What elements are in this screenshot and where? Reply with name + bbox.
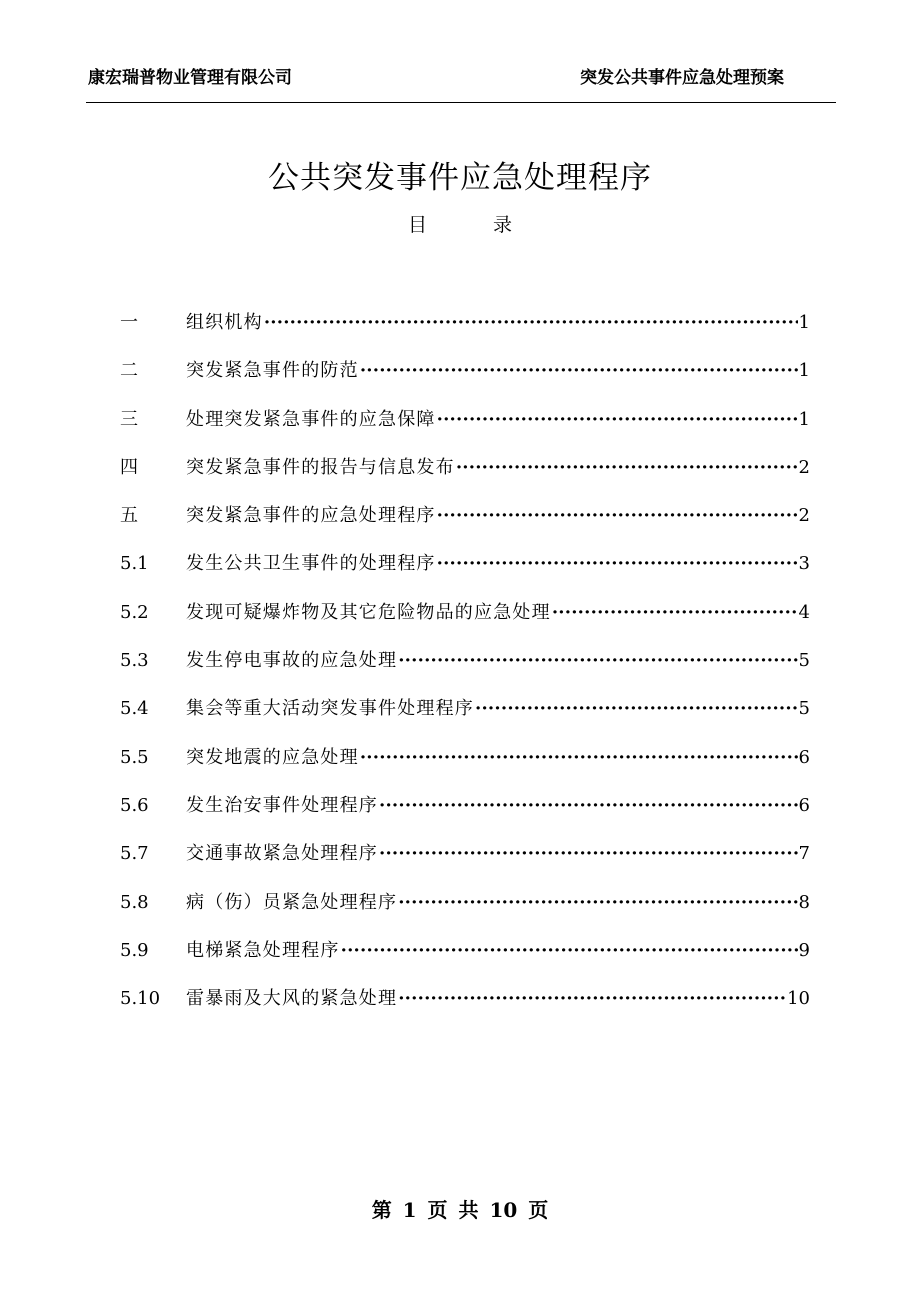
- toc-entry-line: [186, 306, 810, 340]
- toc-entry-line: [186, 692, 810, 726]
- toc-entry[interactable]: [120, 306, 820, 354]
- toc-entry-page: 5: [798, 698, 810, 720]
- toc-entry-page: 2: [798, 505, 810, 527]
- toc-entry-line: [186, 934, 810, 968]
- page-footer: 第 1 页 共 10 页: [371, 1198, 549, 1222]
- toc-dot-leader: [437, 403, 798, 437]
- toc-dot-leader: [398, 886, 797, 920]
- toc-entry-number: 三: [120, 408, 138, 430]
- toc-entry-line: [186, 499, 810, 533]
- toc-entry-title: 处理突发紧急事件的应急保障: [186, 408, 436, 430]
- toc-entry-number: 5.1: [120, 553, 149, 575]
- toc-entry-title: 交通事故紧急处理程序: [186, 843, 378, 865]
- toc-entry-title: 突发紧急事件的防范: [186, 360, 359, 382]
- toc-entry-title: 组织机构: [186, 312, 263, 333]
- toc-dot-leader: [437, 499, 798, 533]
- toc-entry-number: 五: [120, 505, 138, 527]
- toc-entry[interactable]: [120, 982, 820, 1030]
- toc-entry-page: 6: [798, 794, 810, 816]
- toc-entry-title: 雷暴雨及大风的紧急处理: [186, 988, 398, 1010]
- toc-entry-line: [186, 982, 810, 1016]
- toc-entry-page: 1: [798, 360, 810, 382]
- toc-entry-title: 病（伤）员紧急处理程序: [186, 891, 398, 913]
- toc-entry-number: 5.7: [120, 843, 149, 865]
- toc-entry-page: 6: [798, 746, 810, 768]
- toc-entry-page: 2: [798, 456, 810, 478]
- toc-entry-number: 5.5: [120, 746, 149, 768]
- toc-entry[interactable]: [120, 354, 820, 402]
- toc-entry-title: 电梯紧急处理程序: [186, 939, 340, 961]
- toc-dot-leader: [456, 451, 798, 485]
- header-document-title: 突发公共事件应急处理预案: [580, 68, 784, 88]
- toc-dot-leader: [379, 789, 798, 823]
- toc-entry-page: 1: [798, 312, 810, 333]
- toc-entry-title: 发现可疑爆炸物及其它危险物品的应急处理: [186, 601, 551, 623]
- toc-entry-title: 突发紧急事件的应急处理程序: [186, 505, 436, 527]
- toc-entry-line: [186, 451, 810, 485]
- toc-entry-line: [186, 789, 810, 823]
- toc-dot-leader: [398, 982, 786, 1016]
- toc-entry-number: 5.3: [120, 650, 149, 672]
- toc-entry[interactable]: [120, 837, 820, 885]
- toc-entry[interactable]: [120, 499, 820, 547]
- toc-entry[interactable]: [120, 789, 820, 837]
- toc-heading-part-1: 目: [407, 214, 427, 236]
- toc-entry-page: 4: [798, 601, 810, 623]
- toc-entry-number: 5.6: [120, 794, 149, 816]
- toc-entry-page: 3: [798, 553, 810, 575]
- toc-entry[interactable]: [120, 451, 820, 499]
- toc-entry[interactable]: [120, 741, 820, 789]
- toc-entry-page: 8: [798, 891, 810, 913]
- toc-dot-leader: [552, 596, 798, 630]
- toc-entry-line: [186, 886, 810, 920]
- toc-entry-page: 9: [798, 939, 810, 961]
- toc-entry-title: 突发紧急事件的报告与信息发布: [186, 456, 455, 478]
- toc-entry-number: 5.2: [120, 601, 149, 623]
- table-of-contents: [120, 306, 820, 1030]
- toc-entry-title: 集会等重大活动突发事件处理程序: [186, 698, 474, 720]
- header-company: 康宏瑞普物业管理有限公司: [88, 68, 292, 88]
- toc-entry-page: 1: [798, 408, 810, 430]
- toc-dot-leader: [475, 692, 798, 726]
- toc-entry[interactable]: [120, 596, 820, 644]
- toc-entry-line: [186, 644, 810, 678]
- toc-entry-number: 5.4: [120, 698, 149, 720]
- toc-dot-leader: [437, 547, 798, 581]
- toc-entry-page: 10: [787, 988, 810, 1010]
- header-divider: [86, 102, 836, 103]
- toc-entry-line: [186, 837, 810, 871]
- toc-entry-title: 突发地震的应急处理: [186, 746, 359, 768]
- toc-dot-leader: [360, 741, 798, 775]
- toc-entry[interactable]: [120, 403, 820, 451]
- toc-entry-number: 5.9: [120, 939, 149, 961]
- toc-entry-page: 7: [798, 843, 810, 865]
- toc-entry[interactable]: [120, 886, 820, 934]
- toc-entry-number: 二: [120, 360, 138, 382]
- toc-dot-leader: [379, 837, 798, 871]
- toc-entry-line: [186, 596, 810, 630]
- toc-entry-line: [186, 741, 810, 775]
- toc-entry-line: [186, 354, 810, 388]
- toc-entry-title: 发生治安事件处理程序: [186, 794, 378, 816]
- toc-entry-number: 四: [120, 456, 138, 478]
- toc-entry-number: 5.10: [120, 988, 161, 1010]
- toc-entry[interactable]: [120, 692, 820, 740]
- toc-entry-number: 5.8: [120, 891, 149, 913]
- document-title: 公共突发事件应急处理程序: [268, 160, 652, 196]
- toc-entry-page: 5: [798, 650, 810, 672]
- toc-entry-line: [186, 547, 810, 581]
- toc-heading-part-2: 录: [493, 214, 513, 236]
- toc-entry[interactable]: [120, 547, 820, 595]
- toc-heading: [0, 210, 920, 240]
- toc-entry-title: 发生公共卫生事件的处理程序: [186, 553, 436, 575]
- toc-dot-leader: [341, 934, 798, 968]
- toc-entry[interactable]: [120, 934, 820, 982]
- toc-dot-leader: [360, 354, 798, 388]
- toc-entry-number: 一: [120, 312, 138, 333]
- toc-entry[interactable]: [120, 644, 820, 692]
- toc-dot-leader: [398, 644, 797, 678]
- page-header: [86, 64, 834, 94]
- toc-dot-leader: [264, 306, 798, 340]
- toc-entry-title: 发生停电事故的应急处理: [186, 650, 398, 672]
- toc-entry-line: [186, 403, 810, 437]
